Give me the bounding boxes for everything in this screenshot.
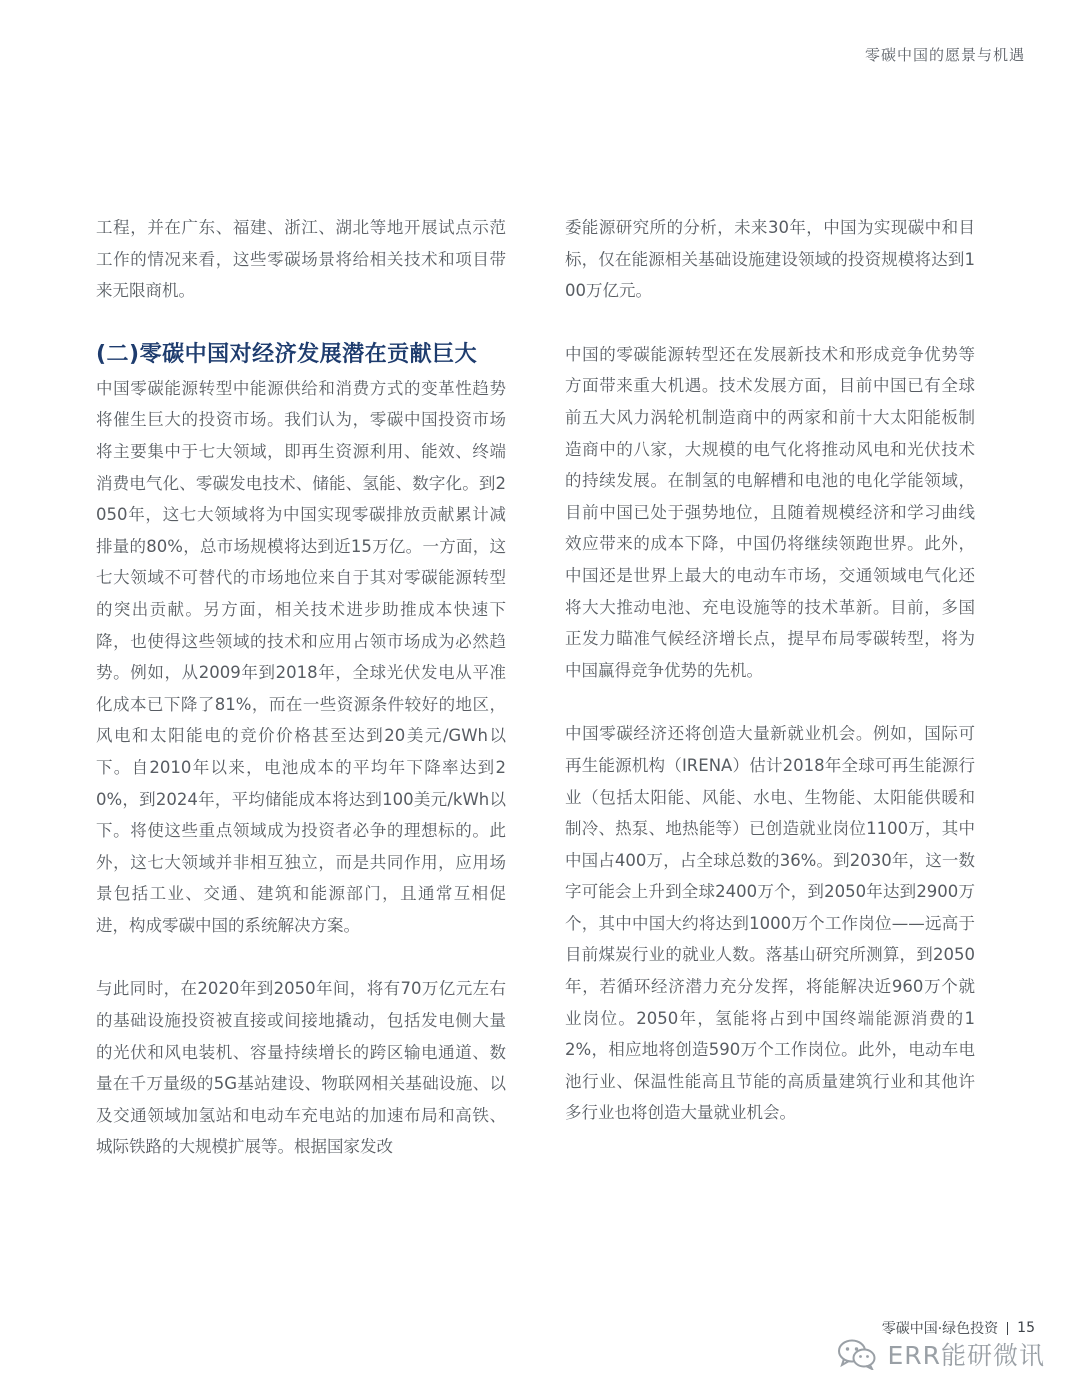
paragraph-investment-market: 中国零碳能源转型中能源供给和消费方式的变革性趋势将催生巨大的投资市场。我们认为，零碳中国投资市场将主要集中于七大领域，即再生资源利用、能效、终端消费电气化、零碳发电技术、储能、氢能、数字化。到2050年，这七大领域将为中国实现零碳排放贡献累计减排量的80%，总市场规模将达到近15万亿。一方面，这七大领域不可替代的市场地位来自于其对零碳能源转型的突出贡献。另方面，相关技术进步助推成本快速下降，也使得这些领域的技术和应用占领市场成为必然趋势。例如，从2009年到2018年，全球光伏发电从平准化成本已下降了81%，而在一些资源条件较好的地区，风电和太阳能电的竞价价格甚至达到20美元/GWh以下。自2010年以来，电池成本的平均年下降率达到20%，到2024年，平均储能成本将达到100美元/kWh以下。将使这些重点领域成为投资者必争的理想标的。此外，这七大领域并非相互独立，而是共同作用，应用场景包括工业、交通、建筑和能源部门，且通常互相促进，构成零碳中国的系统解决方案。 (96, 378, 506, 935)
section-heading: (二)零碳中国对经济发展潜在贡献巨大 (96, 341, 478, 367)
paragraph-employment: 中国零碳经济还将创造大量新就业机会。例如，国际可再生能源机构（IRENA）估计2018年全球可再生能源行业（包括太阳能、风能、水电、生物能、太阳能供暖和制冷、热泵、地热能等）已创造就业岗位1100万，其中中国占400万，占全球总数的36%。到2030年，这一数字可能会上升到全球2400万个，到2050年达到2900万个，其中中国大约将达到1000万个工作岗位——远高于目前煤炭行业的就业人数。落基山研究所测算，到2050年，若循环经济潜力充分发挥，将能解决近960万个就业岗位。2050年，氢能将占到中国终端能源消费的12%，相应地将创造590万个工作岗位。此外，电动车电池行业、保温性能高且节能的高质量建筑行业和其他许多行业也将创造大量就业机会。 (565, 724, 975, 1123)
page-number: 15 (1017, 1320, 1035, 1336)
watermark (837, 1336, 1045, 1372)
paragraph-energy-research: 委能源研究所的分析，未来30年，中国为实现碳中和目标，仅在能源相关基础设施建设领域的投资规模将达到100万亿元。 (565, 218, 975, 301)
watermark-text: ERR能研微讯 (887, 1341, 1045, 1370)
paragraph-infrastructure: 与此同时，在2020年到2050年间，将有70万亿元左右的基础设施投资被直接或间接地撬动，包括发电侧大量的光伏和风电装机、容量持续增长的跨区输电通道、数量在千万量级的5G基站建设、物联网相关基础设施、以及交通领域加氢站和电动车充电站的加速布局和高铁、城际铁路的大规模扩展等。根据国家发改 (96, 979, 506, 1157)
wechat-icon (837, 1338, 877, 1370)
running-header: 零碳中国的愿景与机遇 (864, 46, 1025, 64)
paragraph-intro: 工程，并在广东、福建、浙江、湖北等地开展试点示范工作的情况来看，这些零碳场景将给相关技术和项目带来无限商机。 (96, 218, 506, 301)
footer-divider (1007, 1322, 1008, 1335)
left-column (96, 212, 506, 1163)
footer-publication: 零碳中国·绿色投资 (881, 1321, 999, 1337)
right-column (565, 212, 975, 1129)
page-footer (882, 1318, 1035, 1338)
paragraph-tech-opportunity: 中国的零碳能源转型还在发展新技术和形成竞争优势等方面带来重大机遇。技术发展方面，目前中国已有全球前五大风力涡轮机制造商中的两家和前十大太阳能板制造商中的八家，大规模的电气化将推动风电和光伏技术的持续发展。在制氢的电解槽和电池的电化学能领域，目前中国已处于强势地位，且随着规模经济和学习曲线效应带来的成本下降，中国仍将继续领跑世界。此外，中国还是世界上最大的电动车市场，交通领域电气化还将大大推动电池、充电设施等的技术革新。目前，多国正发力瞄准气候经济增长点，提早布局零碳转型，将为中国赢得竞争优势的先机。 (565, 344, 975, 680)
